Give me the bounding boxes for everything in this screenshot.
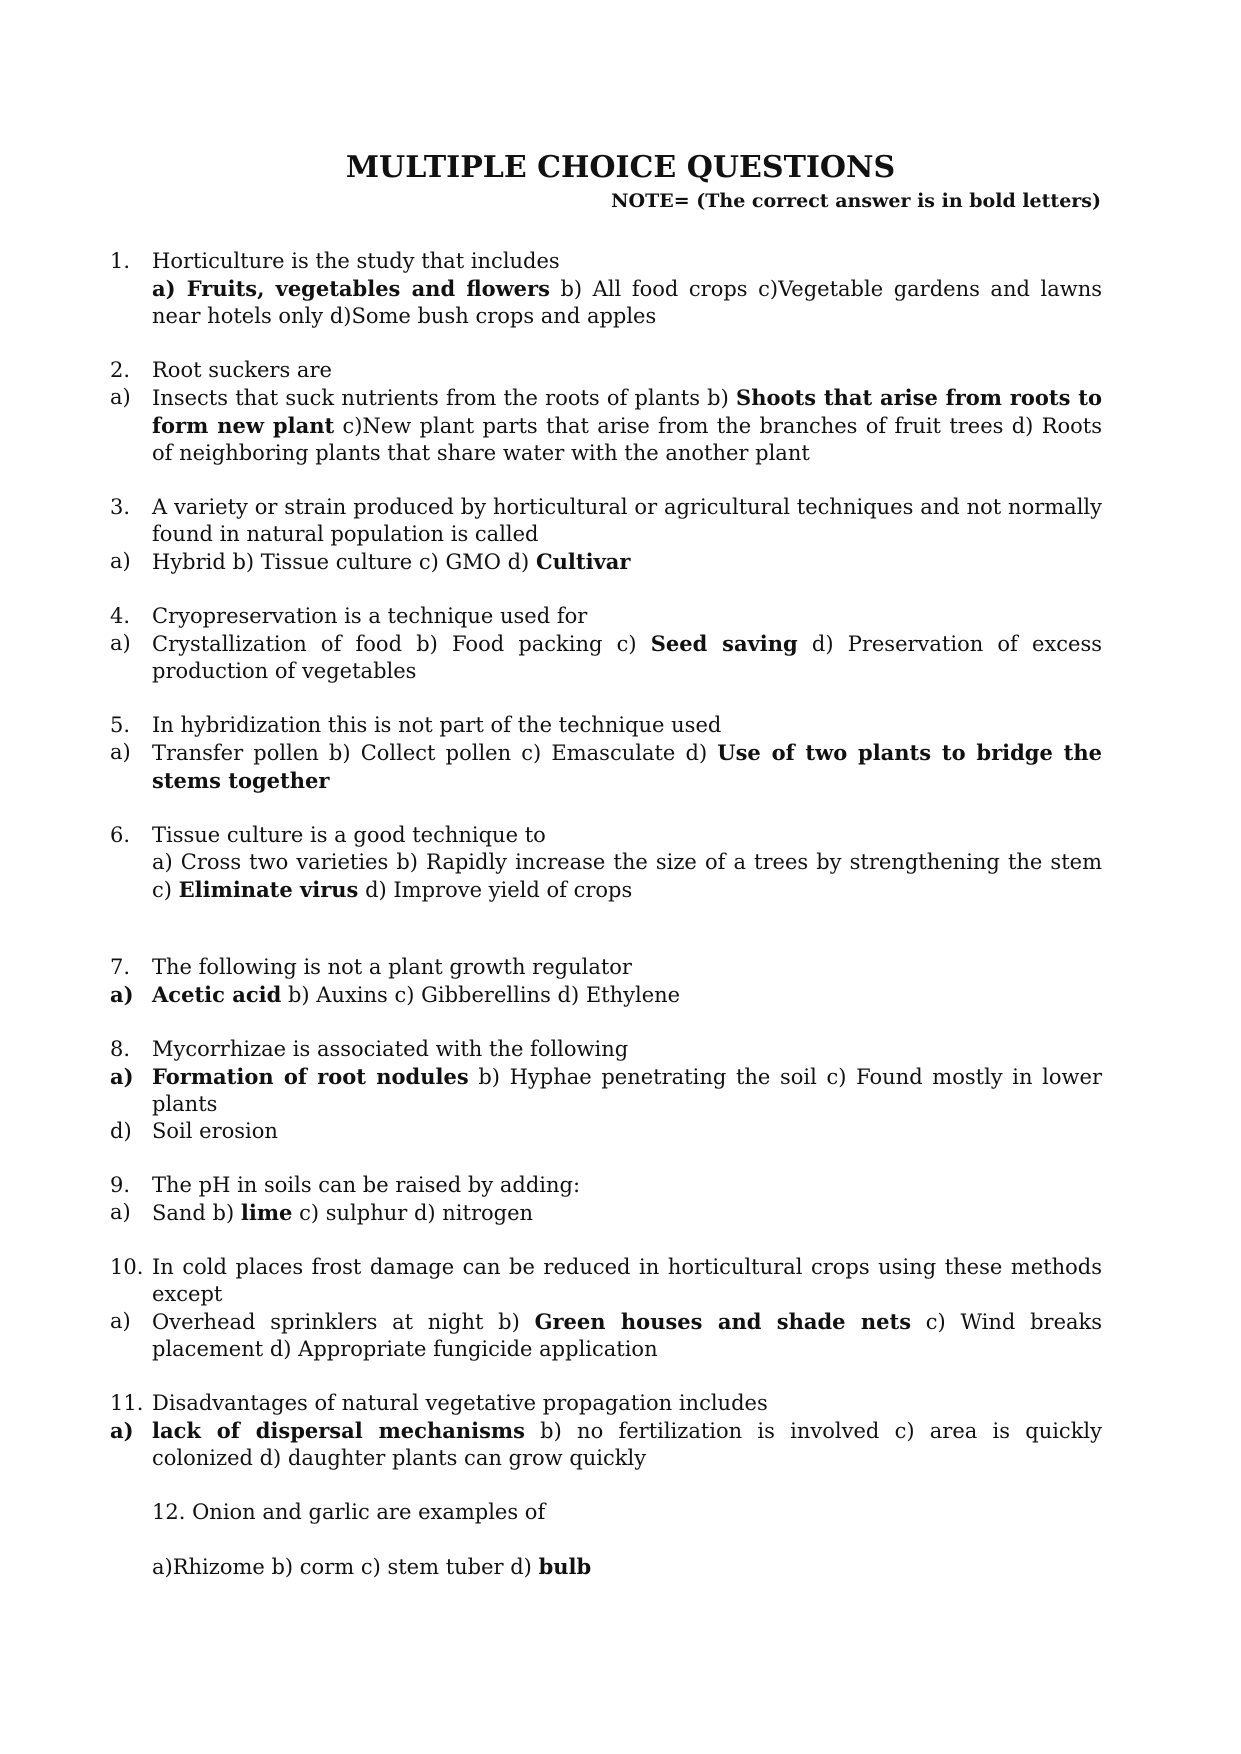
item-marker: a)	[110, 385, 131, 409]
question-options	[110, 1553, 1102, 1581]
question-stem: A variety or strain produced by horticultural or agricultural techniques and not normally found in natural population is called	[152, 495, 1102, 546]
option-text: Insects that suck nutrients from the roots of plants b)	[152, 386, 737, 410]
spacer	[110, 1227, 1102, 1254]
item-marker: a)	[110, 1200, 131, 1224]
question-options-extra	[110, 1118, 1102, 1145]
option-text: b) All food crops c)Vegetable gardens and lawns near hotels only d)Some bush crops and apples	[152, 277, 1102, 328]
option-text: a) Cross two varieties b) Rapidly increase the size of a trees by strengthening the stem c)	[152, 850, 1102, 902]
option-text: d) Improve yield of crops	[358, 878, 633, 902]
question-stem: 12. Onion and garlic are examples of	[152, 1500, 546, 1524]
question-text	[110, 248, 1102, 275]
item-marker: 9.	[110, 1173, 131, 1197]
option-text: c)New plant parts that arise from the branches of fruit trees d) Roots of neighboring plants that share water with the another plant	[152, 414, 1103, 465]
question-options	[110, 384, 1102, 467]
question-item	[110, 1172, 1102, 1227]
question-text	[110, 1390, 1102, 1417]
question-text	[110, 822, 1102, 849]
question-text	[110, 954, 1102, 981]
question-item	[110, 357, 1102, 467]
option-text: Transfer pollen b) Collect pollen c) Emasculate d)	[152, 741, 718, 765]
question-stem: In cold places frost damage can be reduced in horticultural crops using these methods except	[152, 1255, 1102, 1306]
item-marker: a)	[110, 982, 134, 1007]
spacer	[110, 467, 1102, 494]
correct-answer: lime	[240, 1200, 293, 1225]
question-stem: The following is not a plant growth regulator	[152, 955, 632, 979]
item-marker: a)	[110, 549, 131, 573]
option-text: b) Auxins c) Gibberellins d) Ethylene	[281, 983, 681, 1007]
option-text: c) sulphur d) nitrogen	[292, 1201, 534, 1225]
item-marker: 1.	[110, 249, 131, 273]
question-item	[110, 954, 1102, 1009]
item-marker: 6.	[110, 823, 131, 847]
option-text: Hybrid b) Tissue culture c) GMO d)	[152, 550, 536, 574]
item-marker: a)	[110, 1418, 134, 1443]
question-text	[110, 712, 1102, 739]
question-options	[110, 739, 1102, 795]
question-stem: In hybridization this is not part of the technique used	[152, 713, 722, 737]
item-marker: a)	[110, 631, 131, 655]
question-options	[110, 1199, 1102, 1227]
option-text: b) Hyphae penetrating the soil c) Found mostly in lower plants	[152, 1065, 1102, 1116]
option-text: Sand b)	[152, 1201, 241, 1225]
option-text: c) Wind breaks placement d) Appropriate fungicide application	[152, 1310, 1103, 1361]
question-item	[110, 1499, 1102, 1581]
question-stem: Root suckers are	[152, 358, 332, 382]
correct-answer: Eliminate virus	[178, 877, 359, 902]
spacer	[110, 1363, 1102, 1390]
spacer	[110, 1145, 1102, 1172]
spacer	[110, 904, 1102, 954]
question-item	[110, 248, 1102, 330]
question-text	[110, 1254, 1102, 1308]
question-item	[110, 1036, 1102, 1145]
spacer	[110, 1472, 1102, 1499]
correct-answer: bulb	[538, 1554, 592, 1579]
correct-answer: lack of dispersal mechanisms	[152, 1418, 525, 1443]
question-item	[110, 1254, 1102, 1363]
correct-answer: Seed saving	[650, 631, 798, 656]
question-options	[110, 630, 1102, 685]
correct-answer: Shoots that arise from roots to form new plant	[152, 385, 1103, 438]
question-stem: Cryopreservation is a technique used for	[152, 604, 588, 628]
question-options	[110, 1308, 1102, 1363]
question-stem: Mycorrhizae is associated with the following	[152, 1037, 629, 1061]
question-options	[110, 1063, 1102, 1118]
question-list	[110, 248, 1102, 1581]
correct-answer: a) Fruits, vegetables and flowers	[152, 276, 550, 301]
spacer	[110, 685, 1102, 712]
spacer	[110, 330, 1102, 357]
option-text: b) no fertilization is involved c) area is quickly colonized d) daughter plants can grow quickly	[152, 1419, 1102, 1470]
item-marker: a)	[110, 1064, 134, 1089]
item-marker: 3.	[110, 495, 131, 519]
question-text	[110, 1036, 1102, 1063]
item-marker: d)	[110, 1119, 132, 1143]
question-item	[110, 712, 1102, 795]
question-text	[110, 1172, 1102, 1199]
answer-note: NOTE= (The correct answer is in bold letters)	[611, 190, 1101, 212]
page-title: MULTIPLE CHOICE QUESTIONS	[345, 150, 896, 185]
item-marker: 10.	[110, 1255, 144, 1279]
question-item	[110, 494, 1102, 576]
option-text: Overhead sprinklers at night b)	[152, 1310, 535, 1334]
question-stem: Horticulture is the study that includes	[152, 249, 560, 273]
correct-answer: Cultivar	[535, 549, 631, 574]
question-options	[110, 548, 1102, 576]
question-options	[110, 1417, 1102, 1472]
question-stem: Disadvantages of natural vegetative propagation includes	[152, 1391, 768, 1415]
spacer	[110, 795, 1102, 822]
correct-answer: Use of two plants to bridge the stems together	[152, 740, 1102, 793]
spacer	[110, 1009, 1102, 1036]
option-text: Soil erosion	[152, 1119, 278, 1143]
item-marker: 11.	[110, 1391, 144, 1415]
question-options	[110, 981, 1102, 1009]
question-text	[110, 1499, 1102, 1526]
question-options	[110, 849, 1102, 904]
spacer	[110, 576, 1102, 603]
question-text	[110, 357, 1102, 384]
correct-answer: Green houses and shade nets	[534, 1309, 912, 1334]
item-marker: a)	[110, 740, 131, 764]
correct-answer: Formation of root nodules	[152, 1064, 469, 1089]
item-marker: a)	[110, 1309, 131, 1333]
question-item	[110, 1390, 1102, 1472]
question-text	[110, 494, 1102, 548]
item-marker: 5.	[110, 713, 131, 737]
item-marker: 7.	[110, 955, 131, 979]
spacer	[110, 1526, 1102, 1553]
correct-answer: Acetic acid	[152, 982, 282, 1007]
question-item	[110, 603, 1102, 685]
question-text	[110, 603, 1102, 630]
question-item	[110, 822, 1102, 904]
option-text: a)Rhizome b) corm c) stem tuber d)	[152, 1555, 539, 1579]
question-options	[110, 275, 1102, 330]
option-text: d) Preservation of excess production of vegetables	[152, 632, 1103, 683]
question-stem: Tissue culture is a good technique to	[152, 823, 546, 847]
item-marker: 2.	[110, 358, 131, 382]
question-stem: The pH in soils can be raised by adding:	[152, 1173, 581, 1197]
item-marker: 8.	[110, 1037, 131, 1061]
item-marker: 4.	[110, 604, 131, 628]
option-text: Crystallization of food b) Food packing c)	[152, 632, 651, 656]
